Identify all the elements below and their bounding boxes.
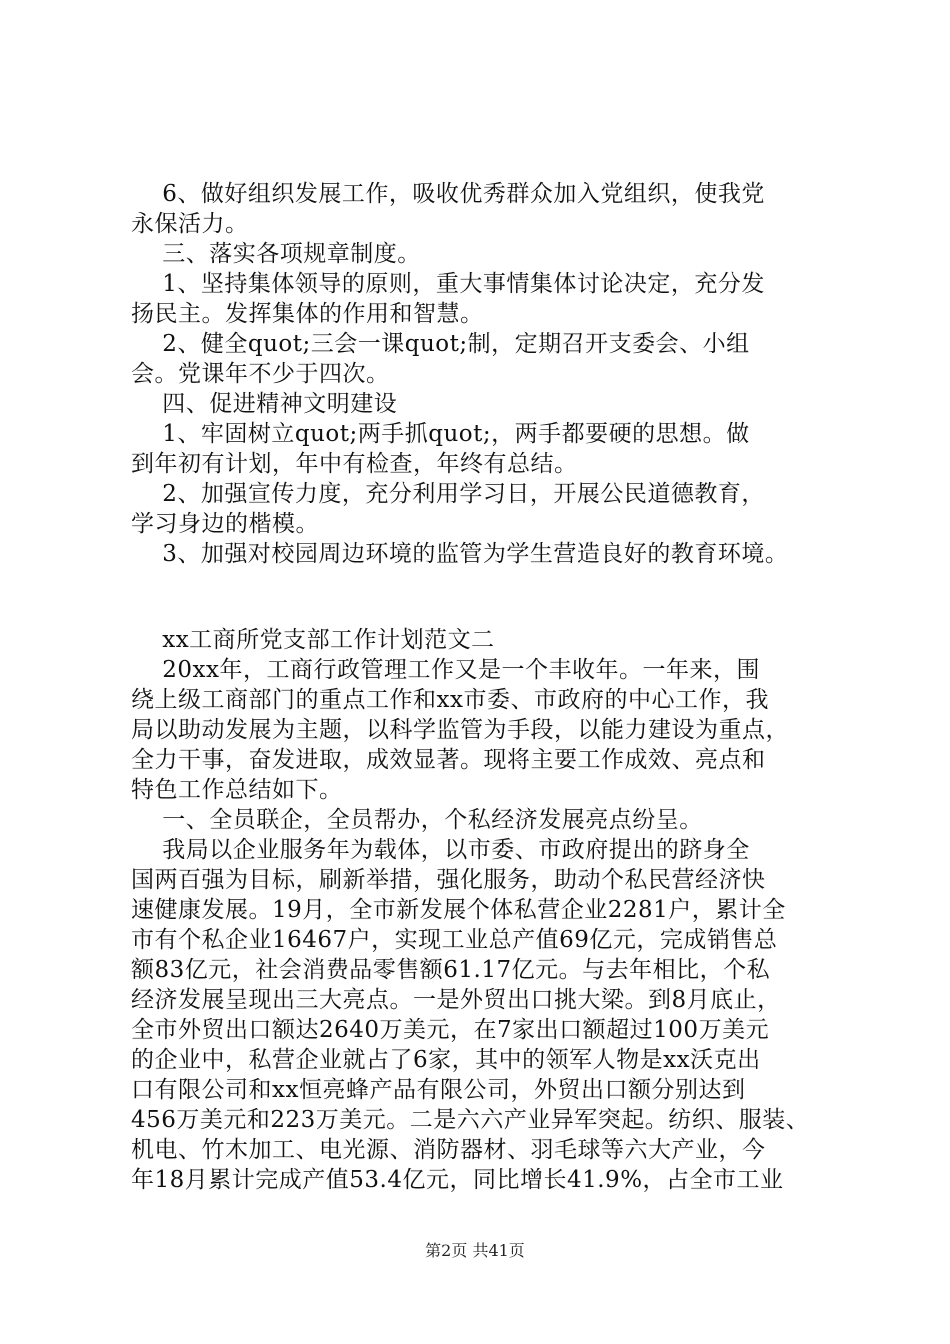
- text-line: 口有限公司和xx恒亮蜂产品有限公司，外贸出口额分别达到: [131, 1077, 746, 1103]
- text-line: 额83亿元，社会消费品零售额61.17亿元。与去年相比，个私: [131, 957, 771, 983]
- text-line: 1、坚持集体领导的原则，重大事情集体讨论决定，充分发: [131, 271, 765, 297]
- text-line: 一、全员联企，全员帮办，个私经济发展亮点纷呈。: [131, 807, 703, 833]
- text-line: 速健康发展。19月，全市新发展个体私营企业2281户，累计全: [131, 897, 786, 923]
- text-line: 绕上级工商部门的重点工作和xx市委、市政府的中心工作，我: [131, 687, 769, 713]
- text-line: 扬民主。发挥集体的作用和智慧。: [131, 301, 484, 327]
- text-line: 年18月累计完成产值53.4亿元，同比增长41.9%，占全市工业: [131, 1167, 784, 1193]
- text-line: 6、做好组织发展工作，吸收优秀群众加入党组织，使我党: [131, 181, 765, 207]
- text-line: 会。党课年不少于四次。: [131, 361, 390, 387]
- text-line: 经济发展呈现出三大亮点。一是外贸出口挑大梁。到8月底止，: [131, 987, 781, 1013]
- text-line: 3、加强对校园周边环境的监管为学生营造良好的教育环境。: [131, 541, 789, 567]
- text-line: 国两百强为目标，刷新举措，强化服务，助动个私民营经济快: [131, 867, 766, 893]
- body-text-section-1: [131, 179, 843, 569]
- text-line: 学习身边的楷模。: [131, 511, 319, 537]
- text-line: 我局以企业服务年为载体，以市委、市政府提出的跻身全: [131, 837, 750, 863]
- page-number-footer: 第2页 共41页: [425, 1241, 525, 1260]
- text-line: 全力干事，奋发进取，成效显著。现将主要工作成效、亮点和: [131, 747, 766, 773]
- body-text-section-2: [131, 625, 843, 1195]
- text-line: 三、落实各项规章制度。: [131, 241, 421, 267]
- text-line: 市有个私企业16467户，实现工业总产值69亿元，完成销售总: [131, 927, 778, 953]
- text-line: 456万美元和223万美元。二是六六产业异军突起。纺织、服装、: [131, 1107, 810, 1133]
- text-line: 机电、竹木加工、电光源、消防器材、羽毛球等六大产业，今: [131, 1137, 766, 1163]
- text-line: 的企业中，私营企业就占了6家，其中的领军人物是xx沃克出: [131, 1047, 761, 1073]
- text-line: 全市外贸出口额达2640万美元，在7家出口额超过100万美元: [131, 1017, 770, 1043]
- text-line: 永保活力。: [131, 211, 249, 237]
- text-line: xx工商所党支部工作计划范文二: [131, 627, 495, 653]
- text-line: 2、健全quot;三会一课quot;制，定期召开支委会、小组: [131, 331, 750, 357]
- text-line: 特色工作总结如下。: [131, 777, 343, 803]
- text-line: 局以助动发展为主题，以科学监管为手段，以能力建设为重点，: [131, 717, 789, 743]
- text-line: 2、加强宣传力度，充分利用学习日，开展公民道德教育，: [131, 481, 765, 507]
- text-line: 1、牢固树立quot;两手抓quot;，两手都要硬的思想。做: [131, 421, 750, 447]
- text-line: 四、促进精神文明建设: [131, 391, 398, 417]
- text-line: 到年初有计划，年中有检查，年终有总结。: [131, 451, 578, 477]
- text-line: 20xx年，工商行政管理工作又是一个丰收年。一年来，围: [131, 657, 760, 683]
